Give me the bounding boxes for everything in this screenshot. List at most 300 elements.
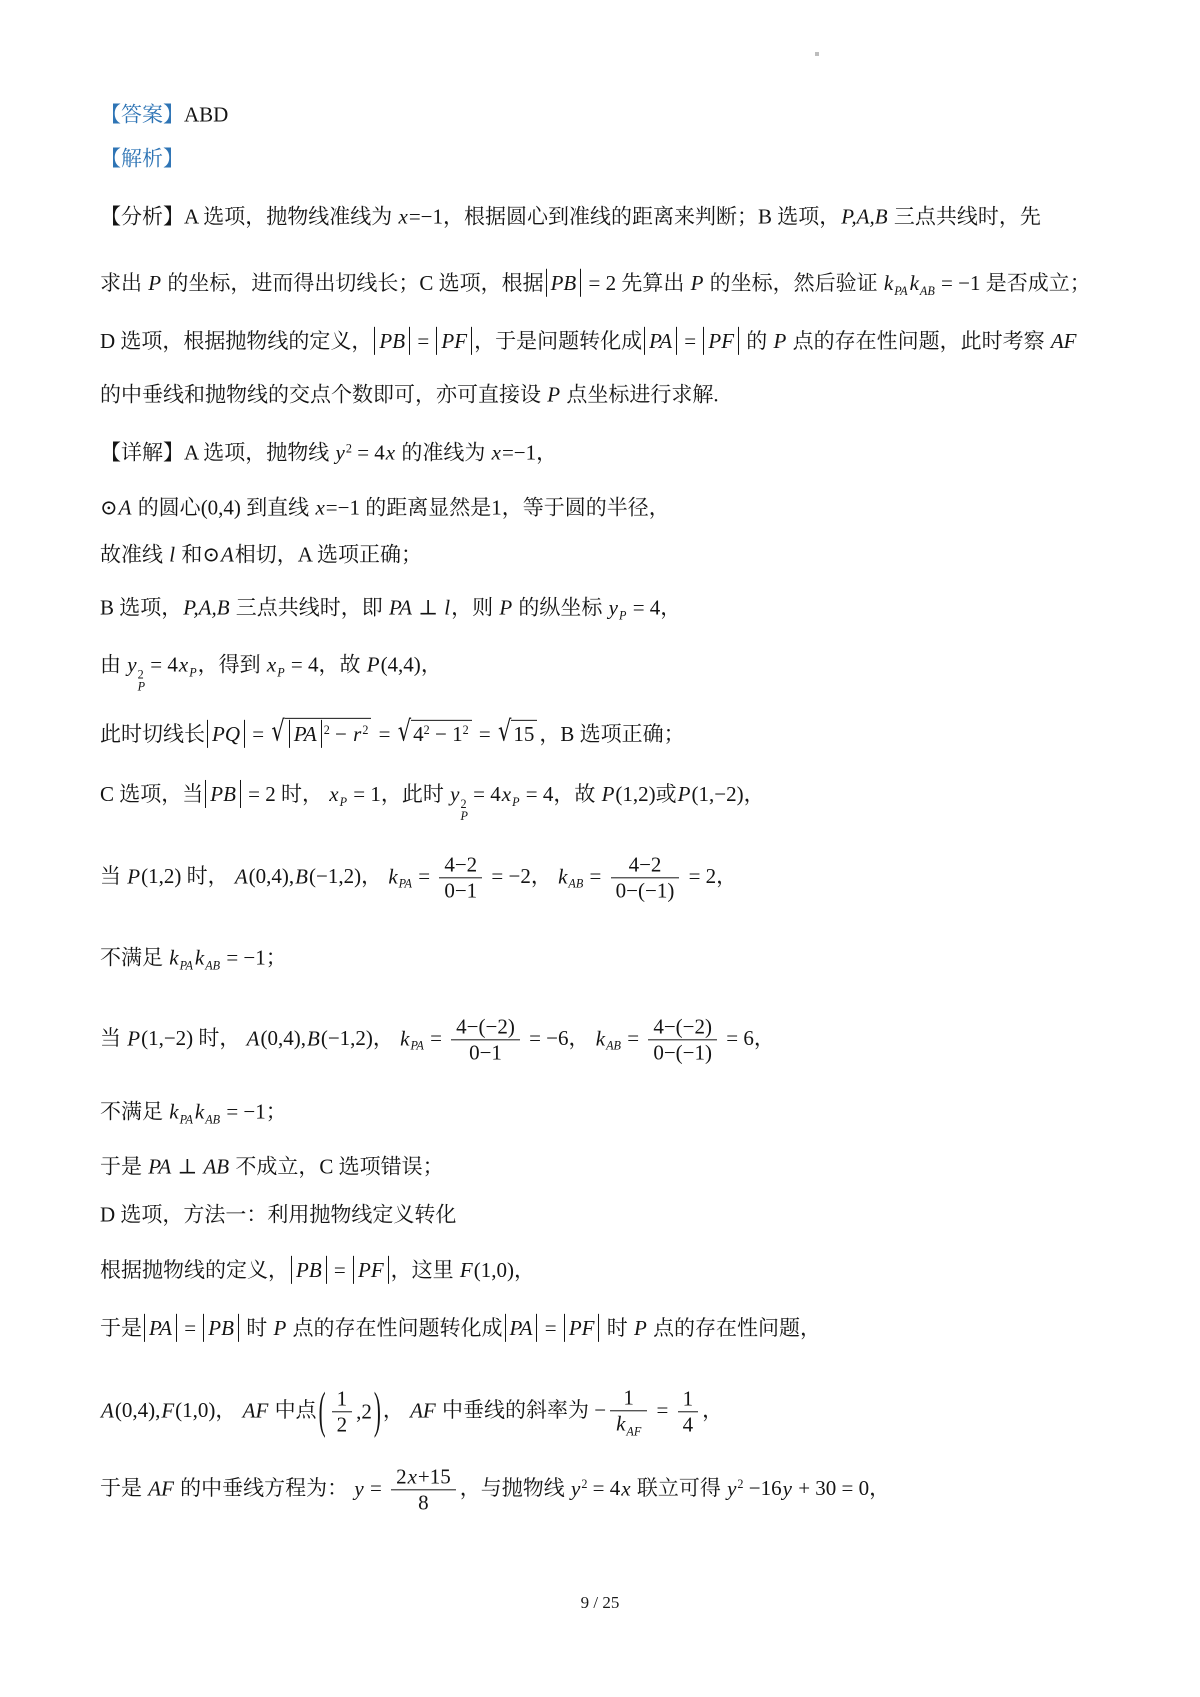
text-run: 中垂线的斜率为 <box>436 1397 595 1422</box>
math-var: x <box>501 781 512 806</box>
text-run: ，此时 <box>380 781 450 806</box>
text-run: 或 <box>655 781 677 806</box>
text-run: ， <box>660 595 682 620</box>
text-run: 根据抛物线的定义， <box>100 1257 289 1282</box>
subscript: AB <box>606 1038 621 1053</box>
right-paren: ) <box>373 1381 381 1440</box>
text-run: C 选项，当 <box>100 781 204 806</box>
text-run: ， <box>382 1397 410 1422</box>
math-supsub <box>460 798 467 822</box>
radical-sign: √ <box>397 714 412 748</box>
text-run: 时 <box>601 1315 633 1340</box>
heading-label: 【答案】 <box>100 102 184 127</box>
math-var: P <box>690 270 704 295</box>
math-num: = −1 <box>221 1099 266 1124</box>
subscript: P <box>512 794 520 809</box>
math-var: y <box>450 781 460 806</box>
text-run: 点的存在性问题， <box>647 1315 822 1340</box>
math-num: (4,4) <box>380 652 421 677</box>
math-num: (0,4), <box>248 863 295 888</box>
abs-bars <box>289 720 322 748</box>
text-run: ， <box>716 863 738 888</box>
page-number: 9 / 25 <box>580 1593 620 1612</box>
math-num: ⊥ <box>172 1154 203 1179</box>
text-run: ， <box>420 652 442 677</box>
math-num: = <box>584 863 607 888</box>
left-paren: ( <box>318 1381 326 1440</box>
analysis-line-2 <box>100 269 1091 299</box>
math-var: P <box>601 781 615 806</box>
text-run: ； <box>265 1099 287 1124</box>
math-num: − <box>329 721 353 746</box>
math-num: −16 <box>743 1475 782 1500</box>
math-num: = <box>539 1315 562 1340</box>
math-var: k <box>595 1025 606 1050</box>
math-var: x <box>266 652 277 677</box>
math-num: (−1,2) <box>320 1025 373 1050</box>
text-run: 的坐标，然后验证 <box>704 270 883 295</box>
abs-bars <box>546 269 582 297</box>
text-run: 相切，A 选项正确； <box>234 542 423 567</box>
math-var: F <box>161 1397 175 1422</box>
detail-line-b2 <box>100 651 442 692</box>
math-num: (1,2) <box>615 781 656 806</box>
text-run: 点的存在性问题转化成 <box>287 1315 503 1340</box>
math-num: = 2 <box>242 781 276 806</box>
math-var: y <box>571 1475 581 1500</box>
math-num: = 4 <box>520 781 554 806</box>
text-run: 不满足 <box>100 1099 169 1124</box>
superscript: 2 <box>323 723 330 738</box>
subscript: AB <box>568 876 584 891</box>
radical-sign: √ <box>498 714 512 748</box>
text-run: ， <box>753 1025 775 1050</box>
text-run: 于是 <box>100 1475 148 1500</box>
math-var: A <box>220 542 234 567</box>
math-var: k <box>169 1099 179 1124</box>
math-var: x <box>407 1464 417 1489</box>
text-run: ， <box>702 1397 724 1422</box>
text-run: ， <box>372 1025 400 1050</box>
math-num: = 1 <box>348 781 381 806</box>
text-run: 时， <box>193 1025 246 1050</box>
math-num: = 2 <box>683 863 717 888</box>
math-num: = <box>373 721 396 746</box>
math-var: k <box>616 1411 626 1436</box>
math-var: A <box>101 1397 114 1422</box>
math-var: P <box>273 1315 287 1340</box>
text-run: 【分析】A 选项，抛物线准线为 <box>100 204 398 229</box>
math-var: k <box>194 1099 205 1124</box>
math-num: = <box>651 1397 674 1422</box>
math-num: = −1 <box>221 945 266 970</box>
math-var: PB <box>208 1315 234 1340</box>
detail-line-d4 <box>100 1381 724 1440</box>
math-num: =−1 <box>501 440 537 465</box>
text-run: 故准线 <box>100 542 169 567</box>
fraction <box>678 1386 699 1437</box>
superscript: 2 <box>137 667 144 682</box>
text-run: 时， <box>275 781 329 806</box>
math-var: PF <box>708 328 735 353</box>
math-var: A <box>234 863 248 888</box>
text-run: 当 <box>100 863 127 888</box>
math-num: ,2 <box>356 1399 372 1424</box>
fraction <box>611 852 680 903</box>
math-var: PB <box>210 781 236 806</box>
text-run: 三点共线时，先 <box>888 204 1041 229</box>
fraction <box>648 1014 717 1065</box>
text-run: ； <box>265 945 287 970</box>
math-var: x <box>315 495 325 520</box>
analysis-line-4 <box>100 381 719 408</box>
subscript: P <box>460 808 468 823</box>
math-var: x <box>385 440 396 465</box>
math-num: (1,0) <box>175 1397 216 1422</box>
math-num: =−1 <box>325 495 360 520</box>
text-run: 求出 <box>100 270 148 295</box>
math-var: F <box>459 1257 473 1282</box>
subscript: P <box>619 607 627 622</box>
text-run: 0−1 <box>469 1040 502 1065</box>
math-var: x <box>329 781 339 806</box>
text-run: 点的存在性问题，此时考察 <box>787 328 1050 353</box>
math-num: = 4 <box>285 652 319 677</box>
text-run: 是否成立； <box>980 270 1091 295</box>
text-run: ， <box>361 863 388 888</box>
math-num: = 4 <box>145 652 178 677</box>
detail-line-b1 <box>100 594 681 623</box>
text-run: ，于是问题转化成 <box>474 328 643 353</box>
math-var: y <box>608 595 618 620</box>
math-var: A <box>118 495 132 520</box>
text-run: ， <box>568 1025 595 1050</box>
math-var: k <box>400 1025 410 1050</box>
math-num: (1,−2) <box>691 781 744 806</box>
abs-bars <box>291 1256 327 1284</box>
detail-line-d5 <box>100 1464 890 1515</box>
math-var: P,A,B <box>183 595 230 620</box>
math-num: = <box>424 1025 448 1050</box>
fraction <box>610 1385 647 1438</box>
text-run: ， <box>869 1475 891 1500</box>
detail-line-c4 <box>100 1014 775 1065</box>
math-num: (−1,2) <box>308 863 362 888</box>
text-run: ，根据圆心到准线的距离来判断；B 选项， <box>443 204 841 229</box>
detail-line-d2 <box>100 1256 535 1284</box>
math-var: PB <box>379 328 406 353</box>
text-run: 的 <box>741 328 773 353</box>
math-num: = <box>679 328 702 353</box>
text-run: 到直线 <box>240 495 315 520</box>
math-num: = <box>247 721 270 746</box>
math-num: = −1 <box>935 270 981 295</box>
fraction <box>451 1014 520 1065</box>
text-run: 于是 <box>100 1315 142 1340</box>
math-var: P <box>148 270 162 295</box>
detail-line-b3 <box>100 714 685 748</box>
text-run: 4−(−2) <box>653 1014 713 1039</box>
math-var: k <box>388 863 398 888</box>
subscript: P <box>339 794 348 809</box>
superscript: 2 <box>462 723 469 738</box>
math-var: AF <box>410 1397 436 1422</box>
text-run: ， <box>536 440 558 465</box>
text-run: 1 <box>682 1386 694 1411</box>
text-run: ，故 <box>318 652 366 677</box>
text-run: 的坐标，进而得出切线长；C 选项，根据 <box>162 270 544 295</box>
superscript: 2 <box>737 1477 744 1492</box>
text-run: ，与抛物线 <box>459 1475 570 1500</box>
detail-line-c2 <box>100 852 737 903</box>
abs-bars <box>703 327 739 355</box>
heading-label: 【解析】 <box>100 146 184 171</box>
math-num: ⊥ <box>413 595 444 620</box>
math-num: = 4 <box>351 440 385 465</box>
math-var: AF <box>242 1397 269 1422</box>
subscript: AB <box>205 957 221 972</box>
math-var: r <box>353 721 362 746</box>
math-num: = <box>412 863 436 888</box>
math-var: P,A,B <box>841 204 888 229</box>
math-var: PF <box>441 328 468 353</box>
math-var: AF <box>1050 328 1077 353</box>
math-num: (1,0) <box>473 1257 514 1282</box>
text-run: 和 <box>176 542 203 567</box>
math-var: k <box>883 270 894 295</box>
text-run: 中点 <box>269 1397 317 1422</box>
math-var: A <box>246 1025 260 1050</box>
radical <box>271 714 371 748</box>
math-var: PF <box>358 1257 384 1282</box>
math-var: PF <box>568 1315 595 1340</box>
math-num: 15 <box>513 721 535 746</box>
subscript: AB <box>205 1111 221 1126</box>
abs-bars <box>374 327 410 355</box>
text-run: 点坐标进行求解. <box>561 382 719 407</box>
math-num: = 4 <box>587 1475 621 1500</box>
math-num: = <box>412 328 435 353</box>
math-num: = 6 <box>721 1025 754 1050</box>
math-num: 4 <box>413 721 424 746</box>
subscript: P <box>137 679 146 694</box>
text-run: 时 <box>240 1315 273 1340</box>
abs-bars <box>144 1314 177 1342</box>
math-num: = −6 <box>523 1025 569 1050</box>
detail-line-c1 <box>100 780 765 822</box>
math-var: P <box>547 382 561 407</box>
radical-sign: √ <box>271 714 285 748</box>
text-run: 0−1 <box>444 878 478 903</box>
math-var: AB <box>203 1154 230 1179</box>
subscript: P <box>277 665 285 680</box>
fraction <box>439 852 482 903</box>
superscript: 2 <box>345 441 352 456</box>
subscript: PA <box>894 283 908 298</box>
math-var: P <box>127 1025 141 1050</box>
text-run: 的纵坐标 <box>513 595 608 620</box>
text-run: ，等于圆的半径， <box>501 495 670 520</box>
math-var: x <box>621 1475 631 1500</box>
math-var: PA <box>293 721 317 746</box>
text-run: 的中垂线和抛物线的交点个数即可，亦可直接设 <box>100 382 547 407</box>
text-run: ，故 <box>553 781 601 806</box>
math-var: P <box>499 595 513 620</box>
abs-bars <box>353 1256 389 1284</box>
math-var: PA <box>149 1315 172 1340</box>
text-run: 4−2 <box>444 852 478 877</box>
text-run: 的距离显然是 <box>359 495 492 520</box>
text-run: 先算出 <box>616 270 690 295</box>
math-var: x <box>398 204 408 229</box>
text-run: ， <box>513 1257 535 1282</box>
text-run: 【详解】A 选项，抛物线 <box>100 440 335 465</box>
math-num: = <box>473 721 497 746</box>
math-var: k <box>194 945 205 970</box>
answer-line <box>100 101 228 128</box>
detail-line-c6 <box>100 1153 444 1180</box>
text-run: 0−(−1) <box>615 878 675 903</box>
subscript: PA <box>179 1111 193 1126</box>
big-paren-group <box>317 1381 383 1440</box>
text-run: +15 <box>417 1464 451 1489</box>
math-var: y <box>127 652 137 677</box>
math-num: (1,2) <box>141 863 182 888</box>
text-run: ，B 选项正确； <box>539 721 685 746</box>
math-var: y <box>727 1475 737 1500</box>
abs-bars <box>203 1314 239 1342</box>
math-var: PA <box>148 1154 172 1179</box>
math-num: = 4 <box>467 781 501 806</box>
abs-bars <box>436 327 472 355</box>
text-run: B 选项， <box>100 595 183 620</box>
math-num: + 30 = 0 <box>792 1475 870 1500</box>
math-num: 1 <box>491 495 502 520</box>
math-var: PA <box>509 1315 533 1340</box>
math-var: y <box>354 1475 364 1500</box>
math-var: x <box>178 652 189 677</box>
text-run: ，这里 <box>390 1257 459 1282</box>
subscript: P <box>189 665 197 680</box>
fraction <box>332 1386 353 1437</box>
math-var: B <box>295 863 308 888</box>
math-var: P <box>773 328 787 353</box>
text-run: ， <box>743 781 765 806</box>
text-run: 0−(−1) <box>653 1040 713 1065</box>
math-var: y <box>782 1475 792 1500</box>
detail-line-a1 <box>100 439 557 466</box>
math-num: =−1 <box>408 204 444 229</box>
subscript: AB <box>919 283 935 298</box>
subscript: PA <box>179 957 193 972</box>
math-num: ⊙ <box>202 542 220 567</box>
radical <box>498 714 537 748</box>
math-num: = <box>178 1315 202 1340</box>
text-run: ， <box>215 1397 242 1422</box>
text-run: 2 <box>396 1464 407 1489</box>
analysis-line-1 <box>100 203 1041 230</box>
math-var: l <box>444 595 451 620</box>
text-run: 4−(−2) <box>456 1014 515 1039</box>
detail-line-a2 <box>100 494 670 521</box>
math-num: = <box>328 1257 351 1282</box>
text-run: ，得到 <box>197 652 266 677</box>
math-var: B <box>307 1025 320 1050</box>
superscript: 2 <box>423 723 430 738</box>
math-var: x <box>491 440 501 465</box>
text-run: 此时切线长 <box>100 721 205 746</box>
math-num: = <box>621 1025 645 1050</box>
text-run: ABD <box>184 102 229 127</box>
math-var: PB <box>296 1257 322 1282</box>
abs-bars <box>564 1314 600 1342</box>
text-run: 4 <box>682 1412 694 1437</box>
math-var: P <box>677 781 691 806</box>
detail-line-c3 <box>100 944 287 973</box>
text-run: 由 <box>100 652 127 677</box>
math-num: (0,4), <box>260 1025 306 1050</box>
subscript: PA <box>398 876 412 891</box>
math-var: PQ <box>212 721 240 746</box>
text-run: D 选项，方法一：利用抛物线定义转化 <box>100 1202 457 1227</box>
subscript: AF <box>626 1424 642 1439</box>
text-run: 于是 <box>100 1154 148 1179</box>
math-supsub <box>138 668 145 692</box>
text-run: 的中垂线方程为： <box>174 1475 354 1500</box>
detail-line-c5 <box>100 1098 287 1127</box>
text-run: 的准线为 <box>396 440 491 465</box>
text-run: 1 <box>336 1386 348 1411</box>
math-num: = <box>364 1475 388 1500</box>
analysis-line-3 <box>100 327 1078 355</box>
text-run: 1 <box>623 1385 634 1410</box>
text-run: 2 <box>336 1412 348 1437</box>
math-var: k <box>558 863 568 888</box>
abs-bars <box>644 327 677 355</box>
math-var: P <box>633 1315 647 1340</box>
math-var: k <box>169 945 179 970</box>
math-num: (0,4) <box>200 495 241 520</box>
text-run: 联立可得 <box>631 1475 727 1500</box>
math-var: l <box>169 542 176 567</box>
abs-bars <box>207 720 245 748</box>
stray-mark <box>815 52 819 56</box>
detail-line-d3 <box>100 1314 821 1342</box>
math-num: − <box>594 1397 607 1422</box>
math-var: y <box>335 440 345 465</box>
math-num: = −2 <box>486 863 531 888</box>
abs-bars <box>505 1314 538 1342</box>
text-run: D 选项，根据抛物线的定义， <box>100 328 373 353</box>
math-var: P <box>366 652 380 677</box>
superscript: 2 <box>362 723 369 738</box>
text-run: 三点共线时，即 <box>230 595 389 620</box>
detail-line-a3 <box>100 541 422 568</box>
math-num: (1,−2) <box>141 1025 194 1050</box>
text-run: ， <box>530 863 558 888</box>
text-run: 不成立，C 选项错误； <box>230 1154 444 1179</box>
fraction <box>391 1464 456 1515</box>
math-var: PA <box>389 595 412 620</box>
math-var: k <box>909 270 919 295</box>
math-num: = 4 <box>627 595 661 620</box>
math-var: P <box>127 863 141 888</box>
math-num: − 1 <box>429 721 463 746</box>
math-num: (0,4), <box>114 1397 161 1422</box>
superscript: 2 <box>581 1477 588 1492</box>
subscript: PA <box>410 1038 424 1053</box>
text-run: 不满足 <box>100 945 169 970</box>
